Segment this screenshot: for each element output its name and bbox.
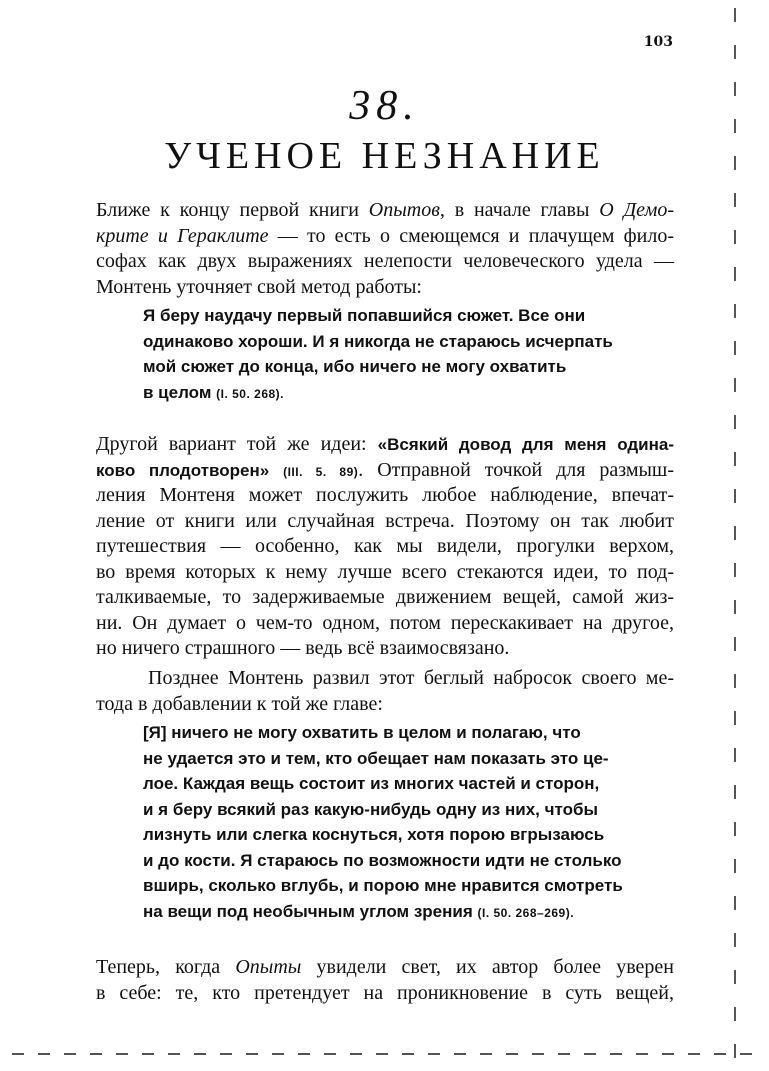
quote-line: [Я] ничего не могу охватить в целом и полагаю, что [143,723,581,742]
text-line: во время которых к нему лучше всего стекаются идеи, то под- [96,560,674,583]
text-line: Монтень уточняет свой метод работы: [96,275,422,298]
quote-line: не удается это и тем, кто обещает нам показать это це- [143,748,609,768]
text-line: тода в добавлении к той же главе: [96,692,383,715]
quote-line: одинаково хороши. И я никогда не стараюсь исчерпать [143,331,613,351]
quote-line: и я беру всякий раз какую-нибудь одну из них, чтобы [143,799,598,819]
quote-line: лое. Каждая вещь состоит из многих частей и сторон, [143,774,600,793]
quote-line: вширь, сколько вглубь, и порою мне нравится смотреть [143,876,623,895]
quote-line: лизнуть или слегка коснуться, хотя порою вгрызаюсь [143,825,605,844]
text-line: Теперь, когда Опыты увидели свет, их автор более уверен [96,956,674,978]
citation-ref: (III. 5. 89) [283,464,359,479]
text-line: Другой вариант той же идеи: «Всякий довод для меня одина- [96,433,674,455]
text-line: ления Монтеня может послужить любое наблюдение, впечат- [96,484,674,506]
text-line: ково плодотворен» (III. 5. 89). Отправной точкой для размыш- [96,458,674,481]
paragraph-1 [96,198,674,300]
block-quote-2 [143,720,683,924]
text-line: ление от книги или случайная встреча. Поэтому он так любит [96,509,674,532]
quote-line: в целом (I. 50. 268). [143,382,284,402]
text-line: Ближе к концу первой книги Опытов, в начале главы О Демо- [96,199,674,221]
quote-line: Я беру наудачу первый попавшийся сюжет. Все они [143,306,586,325]
text-line: крите и Гераклите — то есть о смеющемся и плачущем фило- [96,224,674,247]
paragraph-3 [96,666,674,717]
text-line: в себе: те, кто претендует на проникновение в суть вещей, [96,981,674,1004]
crop-marks-right [734,8,736,1071]
quote-line: и до кости. Я стараюсь по возможности идти не столько [143,850,622,870]
citation-ref: (I. 50. 268). [216,386,284,401]
text-line: талкиваемые, то задерживаемые движением вещей, самой жиз- [96,586,674,608]
text-line: Позднее Монтень развил этот беглый набросок своего ме- [148,667,674,689]
chapter-title: УЧЕНОЕ НЕЗНАНИЕ [164,135,605,177]
text-line: путешествия — особенно, как мы видели, прогулки верхом, [96,535,674,557]
text-line: ни. Он думает о чем-то одном, потом перескакивает на другое, [96,611,674,634]
paragraph-2 [96,432,674,662]
block-quote-1 [143,303,683,405]
quote-line: мой сюжет до конца, ибо ничего не могу охватить [143,357,567,376]
chapter-number: 38. [349,83,420,129]
text-line: но ничего страшного — ведь всё взаимосвязано. [96,637,510,659]
paragraph-4 [96,955,674,1006]
text-line: софах как двух выражениях нелепости человеческого удела — [96,250,674,272]
quote-line: на вещи под необычным углом зрения (I. 50. 268–269). [143,901,575,921]
crop-marks-bottom [12,1053,752,1055]
page-number: 103 [643,34,673,50]
citation-ref: (I. 50. 268–269). [477,905,575,920]
